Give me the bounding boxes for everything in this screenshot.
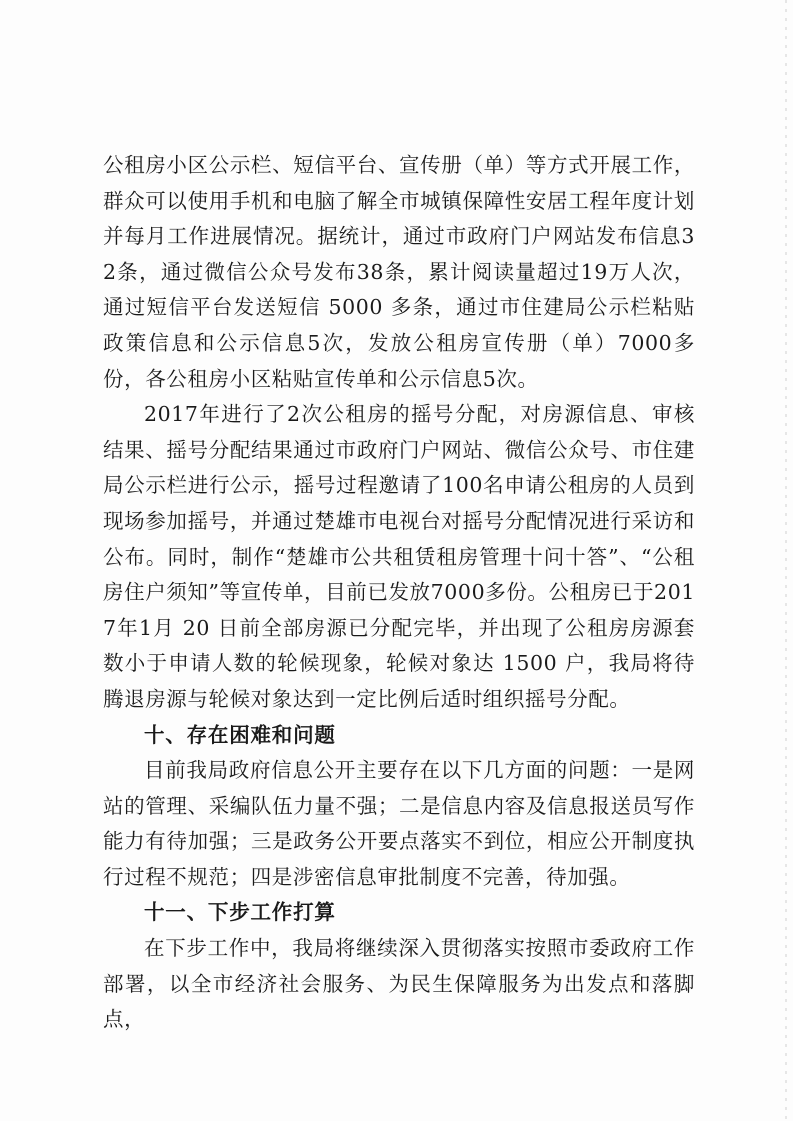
paragraph-housing-lottery: 2017年进行了2次公租房的摇号分配，对房源信息、审核结果、摇号分配结果通过市政府门户网站、微信公众号、市住建局公示栏进行公示，摇号过程邀请了100名申请公租房的人员到现场参加摇号，并通过楚雄市电视台对摇号分配情况进行采访和公布。同时，制作“楚雄市公共租赁租房管理十问十答”、“公租房住户须知”等宣传单，目前已发放7000多份。公租房已于2017年1月 20 日前全部房源已分配完毕，并出现了公租房房源套数小于申请人数的轮候现象，轮候对象达 1500 户，我局将待腾退房源与轮候对象达到一定比例后适时组织摇号分配。	[103, 402, 695, 711]
section-heading-next-steps: 十一、下步工作打算	[144, 900, 336, 925]
section-heading-difficulties: 十、存在困难和问题	[144, 722, 336, 747]
document-body	[103, 148, 695, 1038]
paragraph-next-steps: 在下步工作中，我局将继续深入贯彻落实按照市委政府工作部署，以全市经济社会服务、为民生保障服务为出发点和落脚点，	[103, 936, 695, 1032]
scan-edge	[785, 0, 787, 1121]
paragraph-problems: 目前我局政府信息公开主要存在以下几方面的问题：一是网站的管理、采编队伍力量不强；二是信息内容及信息报送员写作能力有待加强；三是政务公开要点落实不到位，相应公开制度执行过程不规范；四是涉密信息审批制度不完善，待加强。	[103, 758, 695, 889]
paragraph-publicity-channels: 公租房小区公示栏、短信平台、宣传册（单）等方式开展工作，群众可以使用手机和电脑了解全市城镇保障性安居工程年度计划并每月工作进展情况。据统计，通过市政府门户网站发布信息32条，通过微信公众号发布38条，累计阅读量超过19万人次，通过短信平台发送短信 5000 多条，通过市住建局公示栏粘贴政策信息和公示信息5次，发放公租房宣传册（单）7000多份，各公租房小区粘贴宣传单和公示信息5次。	[103, 153, 695, 391]
